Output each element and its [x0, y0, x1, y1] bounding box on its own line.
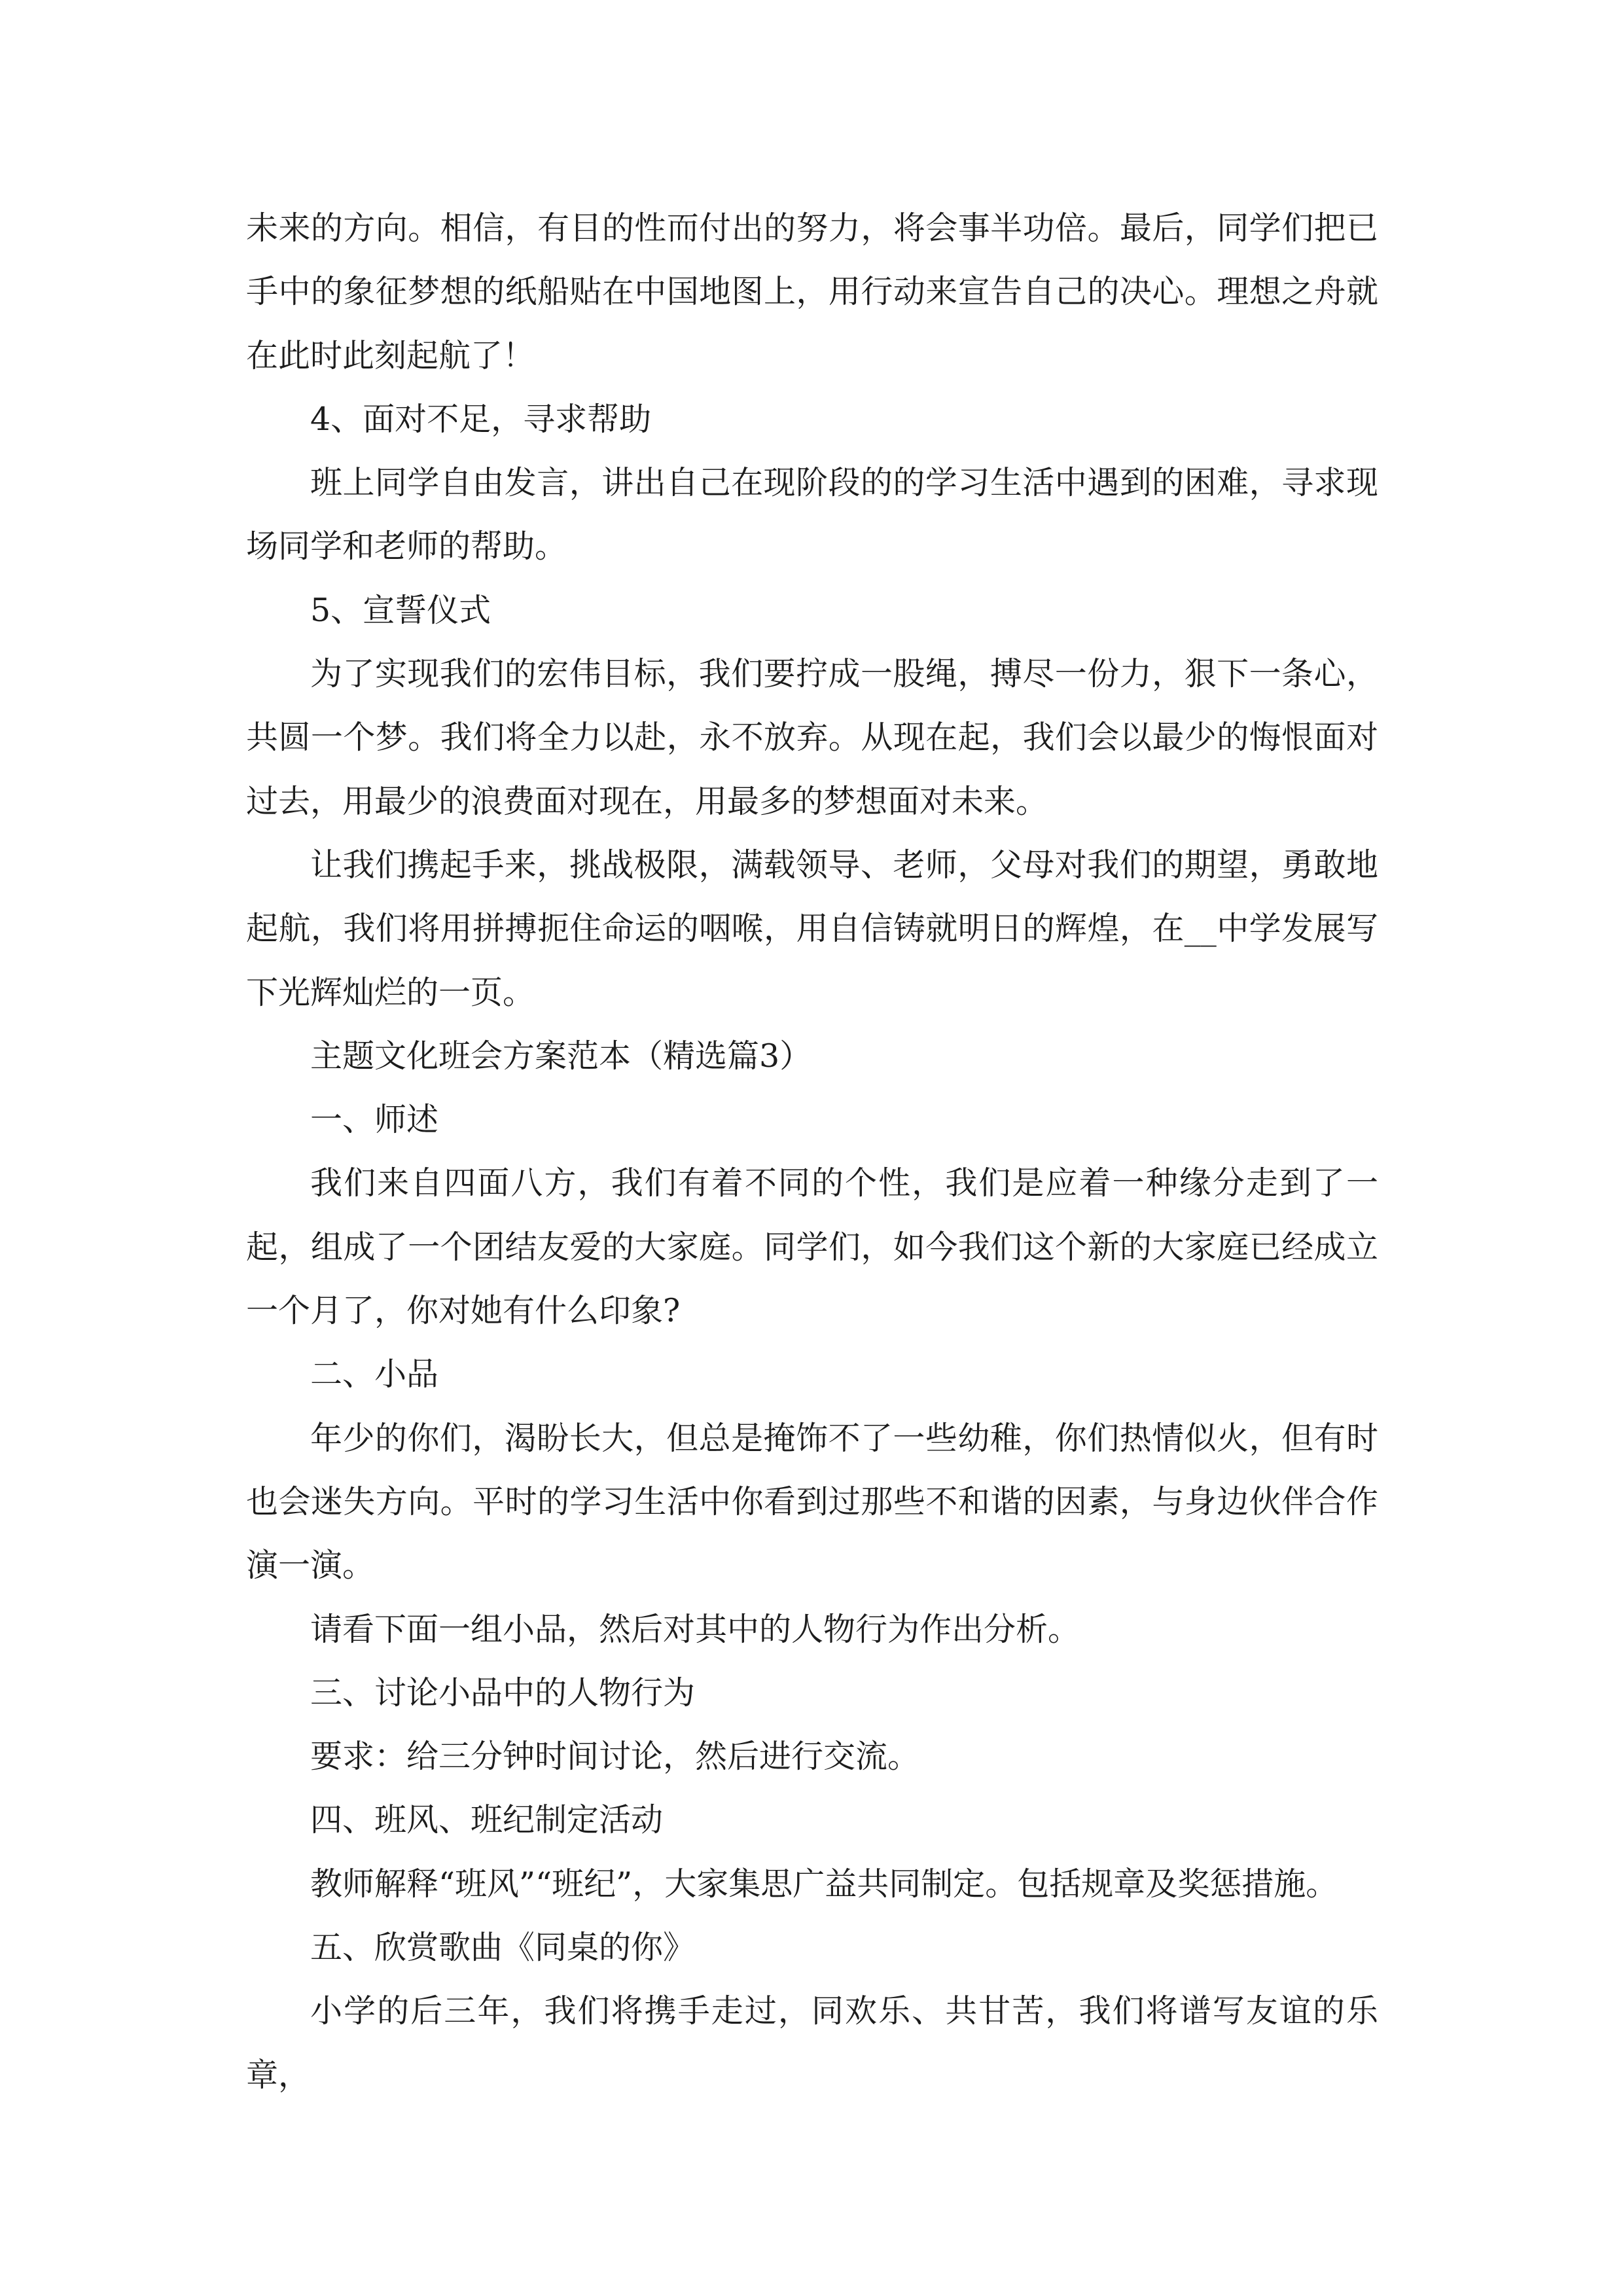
section-heading-5b: 五、欣赏歌曲《同桌的你》	[310, 1929, 696, 1967]
paragraph: 小学的后三年，我们将携手走过，同欢乐、共甘苦，我们将谱写友谊的乐章，	[246, 1992, 1378, 2094]
section-heading-5: 5、宣誓仪式	[310, 591, 491, 629]
document-section-title: 主题文化班会方案范本（精选篇3）	[310, 1037, 812, 1075]
paragraph: 要求：给三分钟时间讨论，然后进行交流。	[310, 1738, 920, 1776]
section-heading-4b: 四、班风、班纪制定活动	[310, 1801, 664, 1839]
section-heading-2: 二、小品	[310, 1355, 439, 1393]
paragraph: 教师解释“班风”“班纪”，大家集思广益共同制定。包括规章及奖惩措施。	[310, 1865, 1338, 1903]
paragraph: 班上同学自由发言，讲出自己在现阶段的的学习生活中遇到的困难，寻求现场同学和老师的帮助。	[246, 464, 1378, 565]
paragraph: 年少的你们，渴盼长大，但总是掩饰不了一些幼稚，你们热情似火，但有时也会迷失方向。平时的学习生活中你看到过那些不和谐的因素，与身边伙伴合作演一演。	[246, 1419, 1378, 1585]
paragraph-continuation: 未来的方向。相信，有目的性而付出的努力，将会事半功倍。最后，同学们把已手中的象征梦想的纸船贴在中国地图上，用行动来宣告自己的决心。理想之舟就在此时此刻起航了！	[246, 209, 1378, 374]
paragraph: 我们来自四面八方，我们有着不同的个性，我们是应着一种缘分走到了一起，组成了一个团结友爱的大家庭。同学们，如今我们这个新的大家庭已经成立一个月了，你对她有什么印象?	[246, 1164, 1378, 1330]
section-heading-4: 4、面对不足，寻求帮助	[310, 400, 652, 438]
paragraph: 为了实现我们的宏伟目标，我们要拧成一股绳，搏尽一份力，狠下一条心，共圆一个梦。我们将全力以赴，永不放弃。从现在起，我们会以最少的悔恨面对过去，用最少的浪费面对现在，用最多的梦想面对未来。	[246, 655, 1378, 820]
section-heading-1: 一、师述	[310, 1101, 439, 1139]
section-heading-3: 三、讨论小品中的人物行为	[310, 1674, 696, 1712]
document-body	[246, 196, 1378, 2107]
paragraph: 让我们携起手来，挑战极限，满载领导、老师，父母对我们的期望，勇敢地起航，我们将用拼搏扼住命运的咽喉，用自信铸就明日的辉煌，在__中学发展写下光辉灿烂的一页。	[246, 846, 1378, 1011]
paragraph: 请看下面一组小品，然后对其中的人物行为作出分析。	[310, 1610, 1080, 1648]
